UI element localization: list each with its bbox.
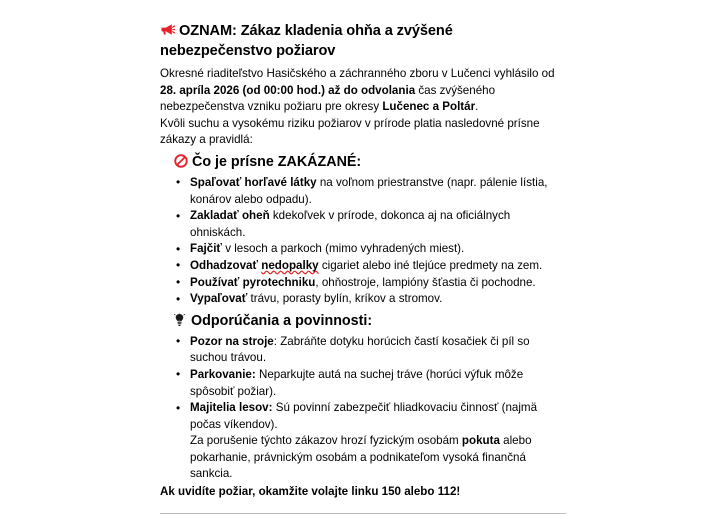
list-item-rest: Sú povinní zabezpečiť hliadkovaciu činnosť (najmä počas víkendov).: [190, 401, 538, 431]
list-item-bold: Majitelia lesov:: [190, 401, 273, 415]
list-item: [190, 367, 566, 400]
emergency-call-notice: Ak uvidíte požiar, okamžite volajte linku 150 alebo 112!: [160, 485, 461, 499]
list-item: [190, 291, 566, 308]
list-item-rest: trávu, porasty bylín, kríkov a stromov.: [247, 292, 443, 306]
list-item-bold: Zakladať oheň: [190, 209, 270, 223]
prohibited-list: [160, 175, 566, 308]
intro-text-1: Okresné riaditeľstvo Hasičského a záchranného zboru v Lučenci vyhlásilo od: [160, 67, 555, 80]
list-item: [190, 175, 566, 208]
list-item-bold: Používať pyrotechniku: [190, 275, 316, 289]
intro-text-2: čas zvýšeného nebezpečenstva vzniku požiaru pre okresy: [160, 83, 496, 114]
page-title: [160, 22, 566, 61]
list-item-rest: : Zabráňte dotyku horúcich častí kosačiek či píl so suchou trávou.: [190, 334, 530, 365]
list-item-rest: Neparkujte autá na suchej tráve (horúci výfuk môže spôsobiť požiar).: [190, 367, 524, 398]
intro-bold-districts: Lučenec a Poltár: [382, 100, 476, 114]
list-item: [190, 258, 566, 275]
intro-paragraph-2: Kvôli suchu a vysokému riziku požiarov v prírode platia nasledovné prísne zákazy a pravidlá:: [160, 116, 540, 147]
prohibited-heading-text: Čo je prísne ZAKÁZANÉ:: [192, 153, 362, 170]
megaphone-icon: [160, 22, 175, 37]
penalty-bold: pokuta: [461, 434, 500, 448]
list-item-rest: cigariet alebo iné tlejúce predmety na zem.: [318, 258, 543, 272]
penalty-text-post: alebo pokarhanie, právnickým osobám a podnikateľom vysoká finančná sankcia.: [190, 434, 532, 481]
recommendations-heading-text: Odporúčania a povinnosti:: [191, 312, 373, 329]
list-item-bold: Pozor na stroje: [190, 334, 274, 348]
intro-bold-dates: 28. apríla 2026 (od 00:00 hod.) až do odvolania: [160, 83, 416, 97]
list-item-rest: v lesoch a parkoch (mimo vyhradených miest).: [221, 242, 465, 256]
list-item-bold: Fajčiť: [190, 242, 222, 256]
list-item-rest: , ohňostroje, lampióny šťastia či pochodne.: [315, 275, 536, 289]
list-item-bold: Vypaľovať: [190, 292, 248, 306]
list-item-bold: Spaľovať horľavé látky: [190, 175, 317, 189]
list-item: [190, 275, 566, 292]
announcement-body: [160, 22, 566, 514]
list-item: [190, 334, 566, 367]
spellcheck-error-word: nedopalky: [261, 258, 319, 272]
prohibited-section-heading: [160, 153, 566, 172]
recommendations-section-heading: [160, 312, 566, 331]
prohibited-icon: [174, 154, 188, 168]
intro-text-3: .: [475, 100, 479, 114]
recommendations-list: [160, 334, 566, 483]
list-item-bold: Parkovanie:: [190, 367, 256, 381]
penalty-text-pre: Za porušenie týchto zákazov hrozí fyzickým osobám: [190, 434, 462, 448]
intro-paragraph-1: [160, 66, 566, 116]
list-item: [190, 208, 566, 241]
list-item-rest: kdekoľvek v prírode, dokonca aj na oficiálnych ohniskách.: [190, 209, 511, 239]
list-item: [190, 400, 566, 483]
list-item-rest: na voľnom priestranstve (napr. pálenie lístia, konárov alebo odpadu).: [190, 175, 548, 206]
list-item-bold: Odhadzovať: [190, 258, 259, 272]
list-item: [190, 241, 566, 258]
page-title-text: OZNAM: Zákaz kladenia ohňa a zvýšené nebezpečenstvo požiarov: [160, 23, 453, 59]
lightbulb-icon: [174, 313, 185, 327]
